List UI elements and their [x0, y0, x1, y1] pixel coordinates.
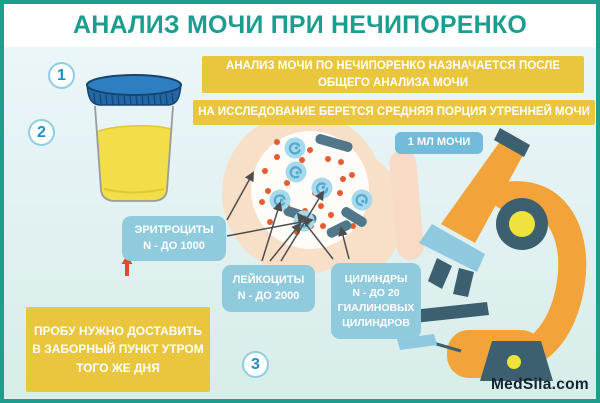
cup-lid-top — [87, 75, 181, 95]
step-3-badge: 3 — [242, 351, 269, 378]
microscope-objective — [428, 258, 452, 289]
label-erythrocytes: ЭРИТРОЦИТЫ N - ДО 1000 — [122, 216, 226, 261]
note-after-general-analysis: АНАЛИЗ МОЧИ ПО НЕЧИПОРЕНКО НАЗНАЧАЕТСЯ ПОСЛЕ ОБЩЕГО АНАЛИЗА МОЧИ — [202, 56, 584, 93]
urine-container-illustration — [87, 75, 181, 201]
microscope-stage — [412, 302, 489, 323]
microscope-objective — [453, 268, 474, 297]
label-sample-volume: 1 МЛ МОЧИ — [395, 132, 483, 154]
step-1-badge: 1 — [48, 62, 75, 89]
site-watermark: MedSila.com — [490, 376, 589, 393]
label-cylinders: ЦИЛИНДРЫ N - ДО 20 ГИАЛИНОВЫХ ЦИЛИНДРОВ — [331, 263, 421, 339]
label-leukocytes: ЛЕЙКОЦИТЫ N - ДО 2000 — [222, 265, 315, 312]
step-2-badge: 2 — [28, 119, 55, 146]
note-delivery: ПРОБУ НУЖНО ДОСТАВИТЬ В ЗАБОРНЫЙ ПУНКТ УТРОМ ТОГО ЖЕ ДНЯ — [26, 307, 210, 392]
title-bar — [4, 4, 596, 47]
note-morning-portion: НА ИССЛЕДОВАНИЕ БЕРЕТСЯ СРЕДНЯЯ ПОРЦИЯ УТРЕННЕЙ МОЧИ — [193, 100, 595, 125]
microscope-illustration — [397, 128, 572, 381]
page-title: АНАЛИЗ МОЧИ ПРИ НЕЧИПОРЕНКО — [72, 11, 528, 39]
